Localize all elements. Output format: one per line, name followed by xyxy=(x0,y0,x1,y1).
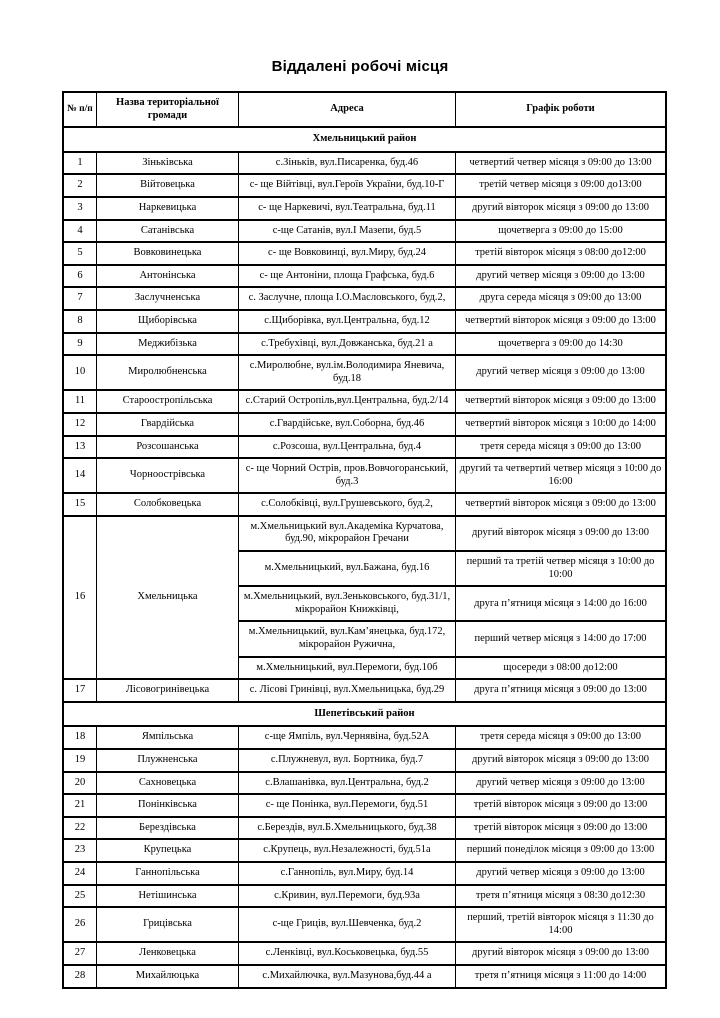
community-name: Михайлюцька xyxy=(97,965,239,988)
schedule-cell: перший четвер місяця з 14:00 до 17:00 xyxy=(456,621,667,656)
schedule-cell: четвертий вівторок місяця з 10:00 до 14:00 xyxy=(456,413,667,436)
row-number: 5 xyxy=(63,242,97,265)
row-number: 8 xyxy=(63,310,97,333)
schedule-cell: третій четвер місяця з 09:00 до13:00 xyxy=(456,174,667,197)
schedule-cell: четвертий четвер місяця з 09:00 до 13:00 xyxy=(456,152,667,175)
row-number: 4 xyxy=(63,220,97,243)
address-cell: с-ще Сатанів, вул.І Мазепи, буд.5 xyxy=(239,220,456,243)
table-row xyxy=(63,355,666,390)
address-cell: с.Гвардійське, вул.Соборна, буд.46 xyxy=(239,413,456,436)
row-number: 3 xyxy=(63,197,97,220)
schedule-cell: другий вівторок місяця з 09:00 до 13:00 xyxy=(456,749,667,772)
table-row xyxy=(63,965,666,988)
row-number: 6 xyxy=(63,265,97,288)
table-row xyxy=(63,174,666,197)
address-cell: с.Михайлючка, вул.Мазунова,буд.44 а xyxy=(239,965,456,988)
schedule-cell: друга середа місяця з 09:00 до 13:00 xyxy=(456,287,667,310)
community-name: Крупецька xyxy=(97,839,239,862)
table-row xyxy=(63,310,666,333)
col-header-community: Назва територіальної громади xyxy=(97,92,239,127)
table-row xyxy=(63,942,666,965)
row-number: 24 xyxy=(63,862,97,885)
col-header-address: Адреса xyxy=(239,92,456,127)
community-name: Лісовогринівецька xyxy=(97,679,239,702)
table-row xyxy=(63,493,666,516)
row-number: 7 xyxy=(63,287,97,310)
community-name: Наркевицька xyxy=(97,197,239,220)
community-name: Заслучненська xyxy=(97,287,239,310)
community-name: Ганнопільська xyxy=(97,862,239,885)
row-number: 10 xyxy=(63,355,97,390)
table-header xyxy=(63,92,666,127)
schedule-cell: другий вівторок місяця з 09:00 до 13:00 xyxy=(456,197,667,220)
section-header: Хмельницький район xyxy=(63,127,666,152)
table-row xyxy=(63,794,666,817)
schedule-cell: щочетверга з 09:00 до 15:00 xyxy=(456,220,667,243)
address-cell: с. Заслучне, площа І.О.Масловського, буд.2, xyxy=(239,287,456,310)
section-row xyxy=(63,127,666,152)
table-row xyxy=(63,152,666,175)
address-cell: с.Кривин, вул.Перемоги, буд.93а xyxy=(239,885,456,908)
schedule-cell: третій вівторок місяця з 09:00 до 13:00 xyxy=(456,794,667,817)
table-row xyxy=(63,516,666,551)
table-body xyxy=(63,127,666,987)
community-name: Чорноострівська xyxy=(97,458,239,493)
address-cell: с.Ленківці, вул.Коськовецька, буд.55 xyxy=(239,942,456,965)
address-cell: с.Миролюбне, вул.ім.Володимира Яневича, буд.18 xyxy=(239,355,456,390)
row-number: 28 xyxy=(63,965,97,988)
community-name: Гвардійська xyxy=(97,413,239,436)
address-cell: м.Хмельницький, вул.Бажана, буд.16 xyxy=(239,551,456,586)
community-name: Антонінська xyxy=(97,265,239,288)
table-row xyxy=(63,390,666,413)
table-row xyxy=(63,436,666,459)
row-number: 11 xyxy=(63,390,97,413)
address-cell: с.Старий Остропіль,вул.Центральна, буд.2/14 xyxy=(239,390,456,413)
row-number: 16 xyxy=(63,516,97,679)
remote-workplaces-table xyxy=(62,91,667,989)
community-name: Солобковецька xyxy=(97,493,239,516)
table-row xyxy=(63,197,666,220)
schedule-cell: перший, третій вівторок місяця з 11:30 до 14:00 xyxy=(456,907,667,942)
community-name: Берездівська xyxy=(97,817,239,840)
address-cell: м.Хмельницький вул.Академіка Курчатова, буд.90, мікрорайон Гречани xyxy=(239,516,456,551)
page-title: Віддалені робочі місця xyxy=(271,58,449,75)
col-header-num: № п/п xyxy=(63,92,97,127)
address-cell: с.Крупець, вул.Незалежності, буд.51а xyxy=(239,839,456,862)
row-number: 23 xyxy=(63,839,97,862)
community-name: Ямпільська xyxy=(97,726,239,749)
section-row xyxy=(63,702,666,727)
schedule-cell: четвертий вівторок місяця з 09:00 до 13:00 xyxy=(456,390,667,413)
address-cell: с.Берездів, вул.Б.Хмельницького, буд.38 xyxy=(239,817,456,840)
schedule-cell: другий та четвертий четвер місяця з 10:00 до 16:00 xyxy=(456,458,667,493)
row-number: 9 xyxy=(63,333,97,356)
community-name: Щиборівська xyxy=(97,310,239,333)
schedule-cell: перший та третій четвер місяця з 10:00 до 10:00 xyxy=(456,551,667,586)
address-cell: с.Ганнопіль, вул.Миру, буд.14 xyxy=(239,862,456,885)
row-number: 17 xyxy=(63,679,97,702)
table-row xyxy=(63,839,666,862)
table-row xyxy=(63,749,666,772)
schedule-cell: третя п’ятниця місяця з 08:30 до12:30 xyxy=(456,885,667,908)
schedule-cell: третій вівторок місяця з 09:00 до 13:00 xyxy=(456,817,667,840)
table-row xyxy=(63,862,666,885)
schedule-cell: четвертий вівторок місяця з 09:00 до 13:00 xyxy=(456,310,667,333)
community-name: Меджибізька xyxy=(97,333,239,356)
table-row xyxy=(63,265,666,288)
table-row xyxy=(63,413,666,436)
row-number: 18 xyxy=(63,726,97,749)
schedule-cell: третя середа місяця з 09:00 до 13:00 xyxy=(456,726,667,749)
schedule-cell: другий четвер місяця з 09:00 до 13:00 xyxy=(456,265,667,288)
schedule-cell: третя середа місяця з 09:00 до 13:00 xyxy=(456,436,667,459)
schedule-cell: друга п’ятниця місяця з 09:00 до 13:00 xyxy=(456,679,667,702)
table-row xyxy=(63,287,666,310)
address-cell: с.Солобківці, вул.Грушевського, буд.2, xyxy=(239,493,456,516)
table-row xyxy=(63,333,666,356)
table-row xyxy=(63,220,666,243)
address-cell: с- ще Наркевичі, вул.Театральна, буд.11 xyxy=(239,197,456,220)
row-number: 26 xyxy=(63,907,97,942)
community-name: Ленковецька xyxy=(97,942,239,965)
header-row xyxy=(63,92,666,127)
table-row xyxy=(63,458,666,493)
address-cell: с.Щиборівка, вул.Центральна, буд.12 xyxy=(239,310,456,333)
table-row xyxy=(63,817,666,840)
schedule-cell: другий вівторок місяця з 09:00 до 13:00 xyxy=(456,942,667,965)
table-row xyxy=(63,907,666,942)
row-number: 15 xyxy=(63,493,97,516)
schedule-cell: другий четвер місяця з 09:00 до 13:00 xyxy=(456,772,667,795)
community-name: Розсошанська xyxy=(97,436,239,459)
schedule-cell: третя п’ятниця місяця з 11:00 до 14:00 xyxy=(456,965,667,988)
community-name: Війтовецька xyxy=(97,174,239,197)
address-cell: с-ще Гриців, вул.Шевченка, буд.2 xyxy=(239,907,456,942)
schedule-cell: друга п’ятниця місяця з 14:00 до 16:00 xyxy=(456,586,667,621)
schedule-cell: щосереди з 08:00 до12:00 xyxy=(456,657,667,680)
community-name: Сатанівська xyxy=(97,220,239,243)
row-number: 2 xyxy=(63,174,97,197)
row-number: 12 xyxy=(63,413,97,436)
table-row xyxy=(63,242,666,265)
schedule-cell: другий четвер місяця з 09:00 до 13:00 xyxy=(456,862,667,885)
schedule-cell: другий четвер місяця з 09:00 до 13:00 xyxy=(456,355,667,390)
address-cell: м.Хмельницький, вул.Кам’янецька, буд.172, мікрорайон Ружична, xyxy=(239,621,456,656)
row-number: 20 xyxy=(63,772,97,795)
address-cell: с.Розсоша, вул.Центральна, буд.4 xyxy=(239,436,456,459)
community-name: Миролюбненська xyxy=(97,355,239,390)
address-cell: с- ще Понінка, вул.Перемоги, буд.51 xyxy=(239,794,456,817)
community-name: Сахновецька xyxy=(97,772,239,795)
row-number: 21 xyxy=(63,794,97,817)
community-name: Плужненська xyxy=(97,749,239,772)
address-cell: с.Требухівці, вул.Довжанська, буд.21 а xyxy=(239,333,456,356)
address-cell: с.Влашанівка, вул.Центральна, буд.2 xyxy=(239,772,456,795)
address-cell: с- ще Вовковинці, вул.Миру, буд.24 xyxy=(239,242,456,265)
address-cell: м.Хмельницький, вул.Перемоги, буд.10б xyxy=(239,657,456,680)
table-row xyxy=(63,726,666,749)
row-number: 27 xyxy=(63,942,97,965)
row-number: 13 xyxy=(63,436,97,459)
community-name: Понінківська xyxy=(97,794,239,817)
schedule-cell: перший понеділок місяця з 09:00 до 13:00 xyxy=(456,839,667,862)
community-name: Хмельницька xyxy=(97,516,239,679)
row-number: 14 xyxy=(63,458,97,493)
address-cell: с.Зіньків, вул.Писаренка, буд.46 xyxy=(239,152,456,175)
community-name: Грицівська xyxy=(97,907,239,942)
row-number: 19 xyxy=(63,749,97,772)
col-header-schedule: Графік роботи xyxy=(456,92,667,127)
schedule-cell: третій вівторок місяця з 08:00 до12:00 xyxy=(456,242,667,265)
row-number: 1 xyxy=(63,152,97,175)
schedule-cell: другий вівторок місяця з 09:00 до 13:00 xyxy=(456,516,667,551)
row-number: 22 xyxy=(63,817,97,840)
schedule-cell: четвертий вівторок місяця з 09:00 до 13:00 xyxy=(456,493,667,516)
address-cell: м.Хмельницький, вул.Зеньковського, буд.31/1, мікрорайон Книжківці, xyxy=(239,586,456,621)
community-name: Вовковинецька xyxy=(97,242,239,265)
section-header: Шепетівський район xyxy=(63,702,666,727)
table-row xyxy=(63,772,666,795)
table-row xyxy=(63,679,666,702)
schedule-cell: щочетверга з 09:00 до 14:30 xyxy=(456,333,667,356)
address-cell: с.Плужневул, вул. Бортника, буд.7 xyxy=(239,749,456,772)
row-number: 25 xyxy=(63,885,97,908)
address-cell: с-ще Ямпіль, вул.Чернявіна, буд.52А xyxy=(239,726,456,749)
community-name: Нетішинська xyxy=(97,885,239,908)
community-name: Зіньківська xyxy=(97,152,239,175)
address-cell: с- ще Чорний Острів, пров.Вовчогоранський, буд.3 xyxy=(239,458,456,493)
address-cell: с- ще Антоніни, площа Графська, буд.6 xyxy=(239,265,456,288)
address-cell: с- ще Війтівці, вул.Героїв України, буд.10-Г xyxy=(239,174,456,197)
community-name: Староостропільська xyxy=(97,390,239,413)
table-row xyxy=(63,885,666,908)
address-cell: с. Лісові Гринівці, вул.Хмельницька, буд.29 xyxy=(239,679,456,702)
